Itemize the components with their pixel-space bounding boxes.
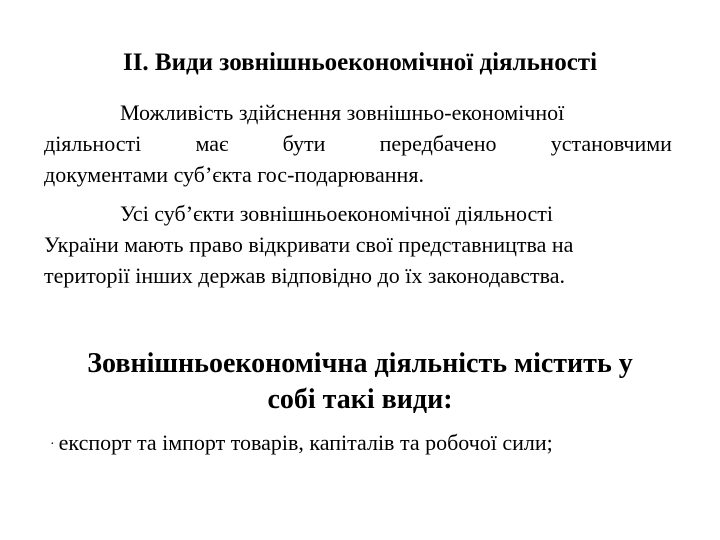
word: має (195, 131, 229, 156)
paragraph-2-line-3: території інших держав відповідно до їх законодавства. (44, 263, 565, 288)
paragraph-1-line-3: документами суб’єкта гос-подарювання. (44, 162, 424, 187)
paragraph-1 (44, 97, 672, 190)
word: передбачено (379, 131, 497, 156)
word: установчими (550, 131, 672, 156)
paragraph-1-line-2 (44, 128, 672, 159)
word: бути (282, 131, 326, 156)
slide-title: II. Види зовнішньоекономічної діяльності (122, 49, 598, 76)
section-heading-line-2: собі такі види: (267, 384, 453, 415)
section-heading (40, 346, 680, 418)
word: діяльності (44, 131, 142, 156)
paragraph-1-line-1: Можливість здійснення зовнішньо-економічної (120, 100, 565, 125)
paragraph-2-line-1: Усі суб’єкти зовнішньоекономічної діяльності (120, 201, 554, 226)
bullet-icon: · (50, 436, 55, 452)
list-item (50, 428, 553, 460)
section-heading-line-1: Зовнішньоекономічна діяльність містить у (87, 348, 633, 379)
list-item-text: експорт та імпорт товарів, капіталів та робочої сили; (58, 430, 553, 455)
paragraph-2 (44, 198, 672, 291)
paragraph-2-line-2: України мають право відкривати свої представництва на (44, 232, 574, 257)
